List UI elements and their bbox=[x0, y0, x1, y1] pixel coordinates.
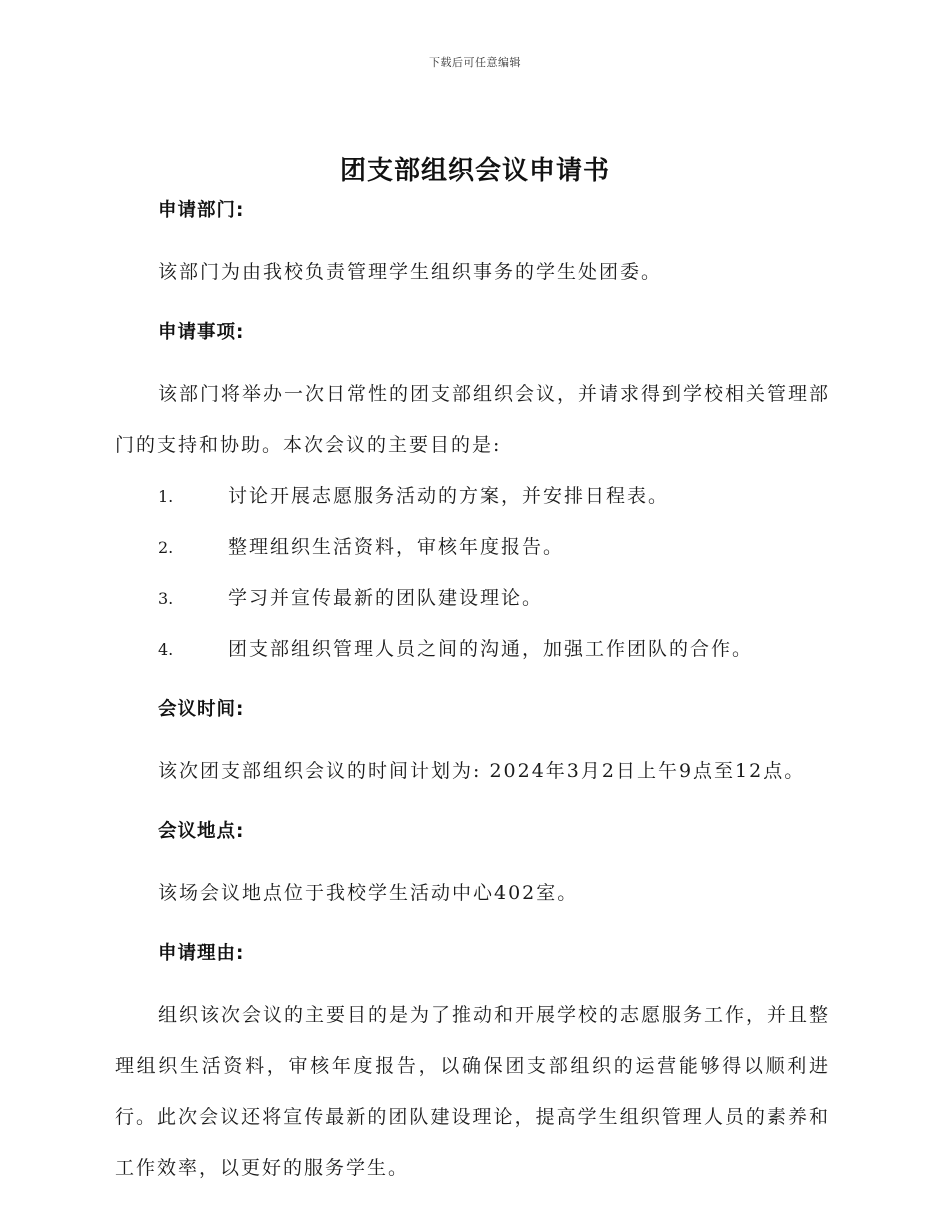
list-item-number: 4. bbox=[158, 640, 174, 659]
heading-department: 申请部门: bbox=[158, 200, 245, 221]
list-item bbox=[115, 522, 830, 573]
list-item-text: 整理组织生活资料，审核年度报告。 bbox=[228, 536, 565, 558]
heading-location: 会议地点: bbox=[158, 821, 245, 842]
document-body bbox=[115, 196, 830, 1214]
heading-matters: 申请事项: bbox=[158, 322, 245, 343]
paragraph-reason: 组织该次会议的主要目的是为了推动和开展学校的志愿服务工作，并且整理组织生活资料，审核年度报告，以确保团支部组织的运营能够得以顺利进行。此次会议还将宣传最新的团队建设理论，提高学生组织管理人员的素养和工作效率，以更好的服务学生。 bbox=[115, 1004, 831, 1179]
list-item bbox=[115, 471, 830, 522]
purpose-list bbox=[115, 471, 830, 675]
list-item-number: 1. bbox=[158, 487, 174, 506]
document-title: 团支部组织会议申请书 bbox=[339, 156, 610, 186]
paragraph-time: 该次团支部组织会议的时间计划为: 2024年3月2日上午9点至12点。 bbox=[158, 760, 806, 782]
list-item bbox=[115, 624, 830, 675]
header-note: 下载后可任意编辑 bbox=[429, 56, 521, 69]
paragraph-location: 该场会议地点位于我校学生活动中心402室。 bbox=[158, 882, 579, 904]
heading-reason: 申请理由: bbox=[158, 943, 245, 964]
list-item-number: 2. bbox=[158, 538, 174, 557]
paragraph-department: 该部门为由我校负责管理学生组织事务的学生处团委。 bbox=[158, 261, 663, 283]
list-item-text: 讨论开展志愿服务活动的方案，并安排日程表。 bbox=[228, 485, 670, 507]
list-item-text: 团支部组织管理人员之间的沟通，加强工作团队的合作。 bbox=[228, 638, 754, 660]
heading-time: 会议时间: bbox=[158, 699, 245, 720]
list-item-text: 学习并宣传最新的团队建设理论。 bbox=[228, 587, 544, 609]
list-item-number: 3. bbox=[158, 589, 174, 608]
paragraph-matters: 该部门将举办一次日常性的团支部组织会议，并请求得到学校相关管理部门的支持和协助。本次会议的主要目的是: bbox=[115, 383, 831, 456]
list-item bbox=[115, 573, 830, 624]
